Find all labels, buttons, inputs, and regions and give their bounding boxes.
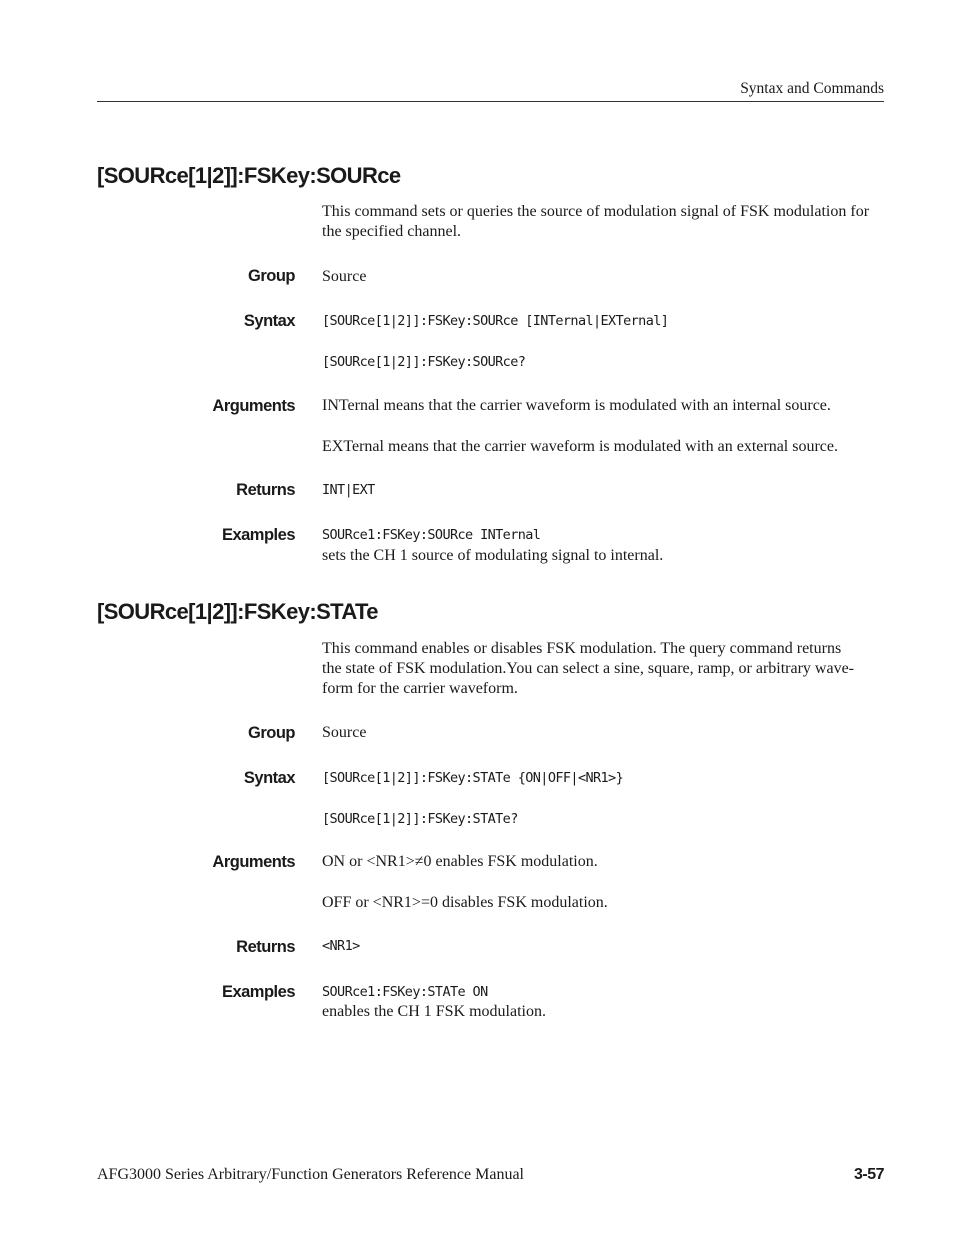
returns-value: <NR1> bbox=[322, 938, 360, 954]
argument-text: INTernal means that the carrier waveform is modulated with an internal source. bbox=[322, 397, 831, 414]
group-label: Group bbox=[248, 724, 295, 742]
returns-label: Returns bbox=[236, 938, 295, 956]
arguments-label: Arguments bbox=[212, 397, 295, 415]
syntax-query: [SOURce[1|2]]:FSKey:SOURce? bbox=[322, 354, 526, 370]
page-number: 3-57 bbox=[853, 1166, 884, 1183]
syntax-query: [SOURce[1|2]]:FSKey:STATe? bbox=[322, 811, 518, 827]
command-description bbox=[322, 639, 885, 699]
description-line: This command enables or disables FSK modulation. The query command returns bbox=[322, 640, 842, 657]
description-line: form for the carrier waveform. bbox=[322, 680, 518, 697]
group-value: Source bbox=[322, 724, 367, 741]
syntax-label: Syntax bbox=[243, 769, 295, 787]
command-description: This command sets or queries the source of modulation signal of FSK modulation for the specified channel. bbox=[322, 203, 870, 240]
argument-text: OFF or <NR1>=0 disables FSK modulation. bbox=[322, 894, 608, 911]
example-text: enables the CH 1 FSK modulation. bbox=[322, 1003, 546, 1020]
group-label: Group bbox=[248, 267, 295, 285]
examples-label: Examples bbox=[221, 983, 295, 1001]
syntax-set: [SOURce[1|2]]:FSKey:STATe {ON|OFF|<NR1>} bbox=[322, 770, 624, 786]
group-value: Source bbox=[322, 268, 367, 285]
syntax-set: [SOURce[1|2]]:FSKey:SOURce [INTernal|EXTernal] bbox=[322, 313, 669, 329]
command-title: [SOURce[1|2]]:FSKey:STATe bbox=[97, 599, 378, 624]
description-line: the state of FSK modulation.You can select a sine, square, ramp, or arbitrary wave- bbox=[322, 660, 855, 677]
command-title: [SOURce[1|2]]:FSKey:SOURce bbox=[97, 163, 401, 188]
example-code: SOURce1:FSKey:STATe ON bbox=[322, 984, 488, 1000]
argument-text: ON or <NR1>≠0 enables FSK modulation. bbox=[322, 853, 598, 870]
syntax-label: Syntax bbox=[243, 312, 295, 330]
running-header: Syntax and Commands bbox=[740, 80, 884, 97]
example-text: sets the CH 1 source of modulating signal to internal. bbox=[322, 547, 664, 564]
manual-title: AFG3000 Series Arbitrary/Function Generators Reference Manual bbox=[97, 1166, 524, 1183]
returns-value: INT|EXT bbox=[322, 482, 375, 498]
argument-text: EXTernal means that the carrier waveform is modulated with an external source. bbox=[322, 438, 839, 455]
examples-label: Examples bbox=[221, 526, 295, 544]
arguments-label: Arguments bbox=[212, 853, 295, 871]
returns-label: Returns bbox=[236, 481, 295, 499]
header-rule bbox=[97, 101, 884, 102]
example-code: SOURce1:FSKey:SOURce INTernal bbox=[322, 527, 541, 543]
